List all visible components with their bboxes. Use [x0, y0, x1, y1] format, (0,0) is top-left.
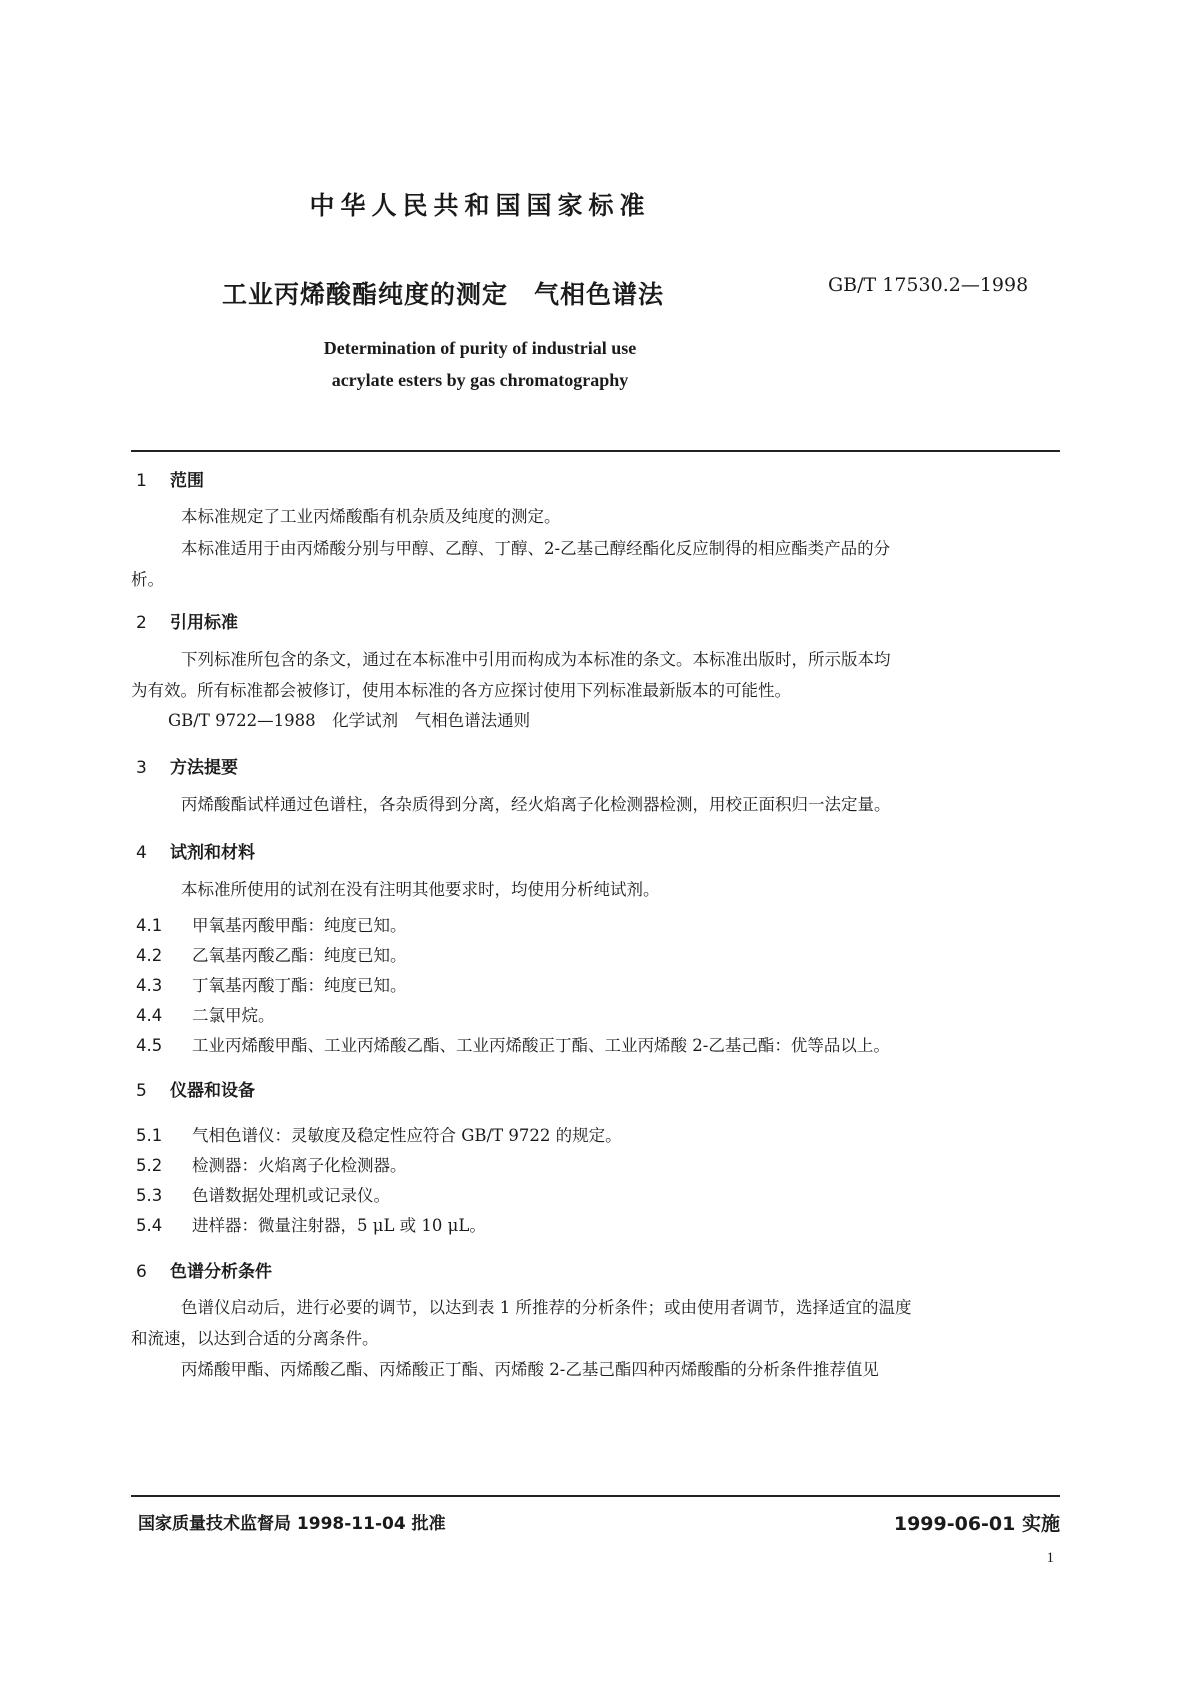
item-text: 工业丙烯酸甲酯、工业丙烯酸乙酯、工业丙烯酸正丁酯、工业丙烯酸 2-乙基己酯：优等品以上。	[192, 1036, 890, 1055]
paragraph: 色谱仪启动后，进行必要的调节，以达到表 1 所推荐的分析条件；或由使用者调节，选择适宜的温度	[181, 1298, 912, 1317]
header-rule	[131, 450, 1060, 452]
standard-code: GB/T 17530.2—1998	[828, 274, 1029, 296]
approval-line: 国家质量技术监督局 1998-11-04 批准	[138, 1514, 446, 1534]
list-item	[136, 1152, 407, 1176]
document-title-en-line1: Determination of purity of industrial use	[323, 338, 637, 358]
section-title: 色谱分析条件	[170, 1262, 272, 1282]
item-text: 二氯甲烷。	[192, 1006, 275, 1025]
item-number: 5.2	[136, 1156, 163, 1175]
footer-rule	[131, 1495, 1060, 1497]
document-title-cn: 工业丙烯酸酯纯度的测定 气相色谱法	[222, 280, 665, 309]
list-item	[136, 1182, 390, 1206]
section-number: 3	[136, 758, 147, 778]
section-number: 4	[136, 843, 147, 863]
section-title: 仪器和设备	[170, 1081, 255, 1101]
section-4-heading	[136, 838, 255, 863]
paragraph: 本标准规定了工业丙烯酸酯有机杂质及纯度的测定。	[181, 507, 561, 526]
section-3-heading	[136, 753, 238, 778]
paragraph-continuation: 析。	[131, 570, 164, 589]
paragraph: 下列标准所包含的条文，通过在本标准中引用而构成为本标准的条文。本标准出版时，所示版本均	[181, 650, 891, 669]
item-number: 4.5	[136, 1036, 163, 1055]
item-number: 5.1	[136, 1126, 163, 1145]
item-text: 进样器：微量注射器，5 μL 或 10 μL。	[192, 1216, 486, 1235]
item-number: 4.1	[136, 916, 163, 935]
item-text: 丁氧基丙酸丁酯：纯度已知。	[192, 976, 407, 995]
page-number: 1	[1046, 1550, 1054, 1566]
paragraph: 丙烯酸甲酯、丙烯酸乙酯、丙烯酸正丁酯、丙烯酸 2-乙基己酯四种丙烯酸酯的分析条件推荐值见	[181, 1360, 879, 1379]
item-number: 5.4	[136, 1216, 163, 1235]
paragraph-continuation: 和流速，以达到合适的分离条件。	[131, 1329, 379, 1348]
paragraph: 本标准所使用的试剂在没有注明其他要求时，均使用分析纯试剂。	[181, 880, 660, 899]
section-1-heading	[136, 466, 204, 491]
reference-standard: GB/T 9722—1988 化学试剂 气相色谱法通则	[168, 711, 531, 730]
list-item	[136, 1122, 622, 1146]
section-6-heading	[136, 1257, 272, 1282]
list-item	[136, 972, 407, 996]
list-item	[136, 1002, 275, 1026]
national-standard-heading: 中华人民共和国国家标准	[309, 191, 651, 220]
item-text: 甲氧基丙酸甲酯：纯度已知。	[192, 916, 407, 935]
paragraph: 丙烯酸酯试样通过色谱柱，各杂质得到分离，经火焰离子化检测器检测，用校正面积归一法定量。	[181, 795, 891, 814]
effective-date: 1999-06-01 实施	[893, 1513, 1060, 1535]
section-title: 范围	[170, 471, 204, 491]
list-item	[136, 912, 407, 936]
section-number: 6	[136, 1262, 147, 1282]
paragraph: 本标准适用于由丙烯酸分别与甲醇、乙醇、丁醇、2-乙基己醇经酯化反应制得的相应酯类产品的分	[181, 539, 891, 558]
list-item	[136, 942, 407, 966]
item-number: 4.2	[136, 946, 163, 965]
item-text: 检测器：火焰离子化检测器。	[192, 1156, 407, 1175]
section-title: 引用标准	[170, 613, 238, 633]
section-2-heading	[136, 608, 238, 633]
section-title: 试剂和材料	[170, 843, 255, 863]
item-number: 4.4	[136, 1006, 163, 1025]
section-number: 5	[136, 1081, 147, 1101]
item-text: 气相色谱仪：灵敏度及稳定性应符合 GB/T 9722 的规定。	[192, 1126, 622, 1145]
section-5-heading	[136, 1076, 255, 1101]
section-number: 1	[136, 471, 147, 491]
section-title: 方法提要	[170, 758, 238, 778]
item-number: 5.3	[136, 1186, 163, 1205]
paragraph-continuation: 为有效。所有标准都会被修订，使用本标准的各方应探讨使用下列标准最新版本的可能性。	[131, 681, 791, 700]
item-text: 乙氧基丙酸乙酯：纯度已知。	[192, 946, 407, 965]
section-number: 2	[136, 613, 147, 633]
list-item	[136, 1212, 486, 1236]
list-item	[136, 1032, 890, 1056]
item-number: 4.3	[136, 976, 163, 995]
item-text: 色谱数据处理机或记录仪。	[192, 1186, 390, 1205]
document-title-en-line2: acrylate esters by gas chromatography	[331, 370, 629, 390]
